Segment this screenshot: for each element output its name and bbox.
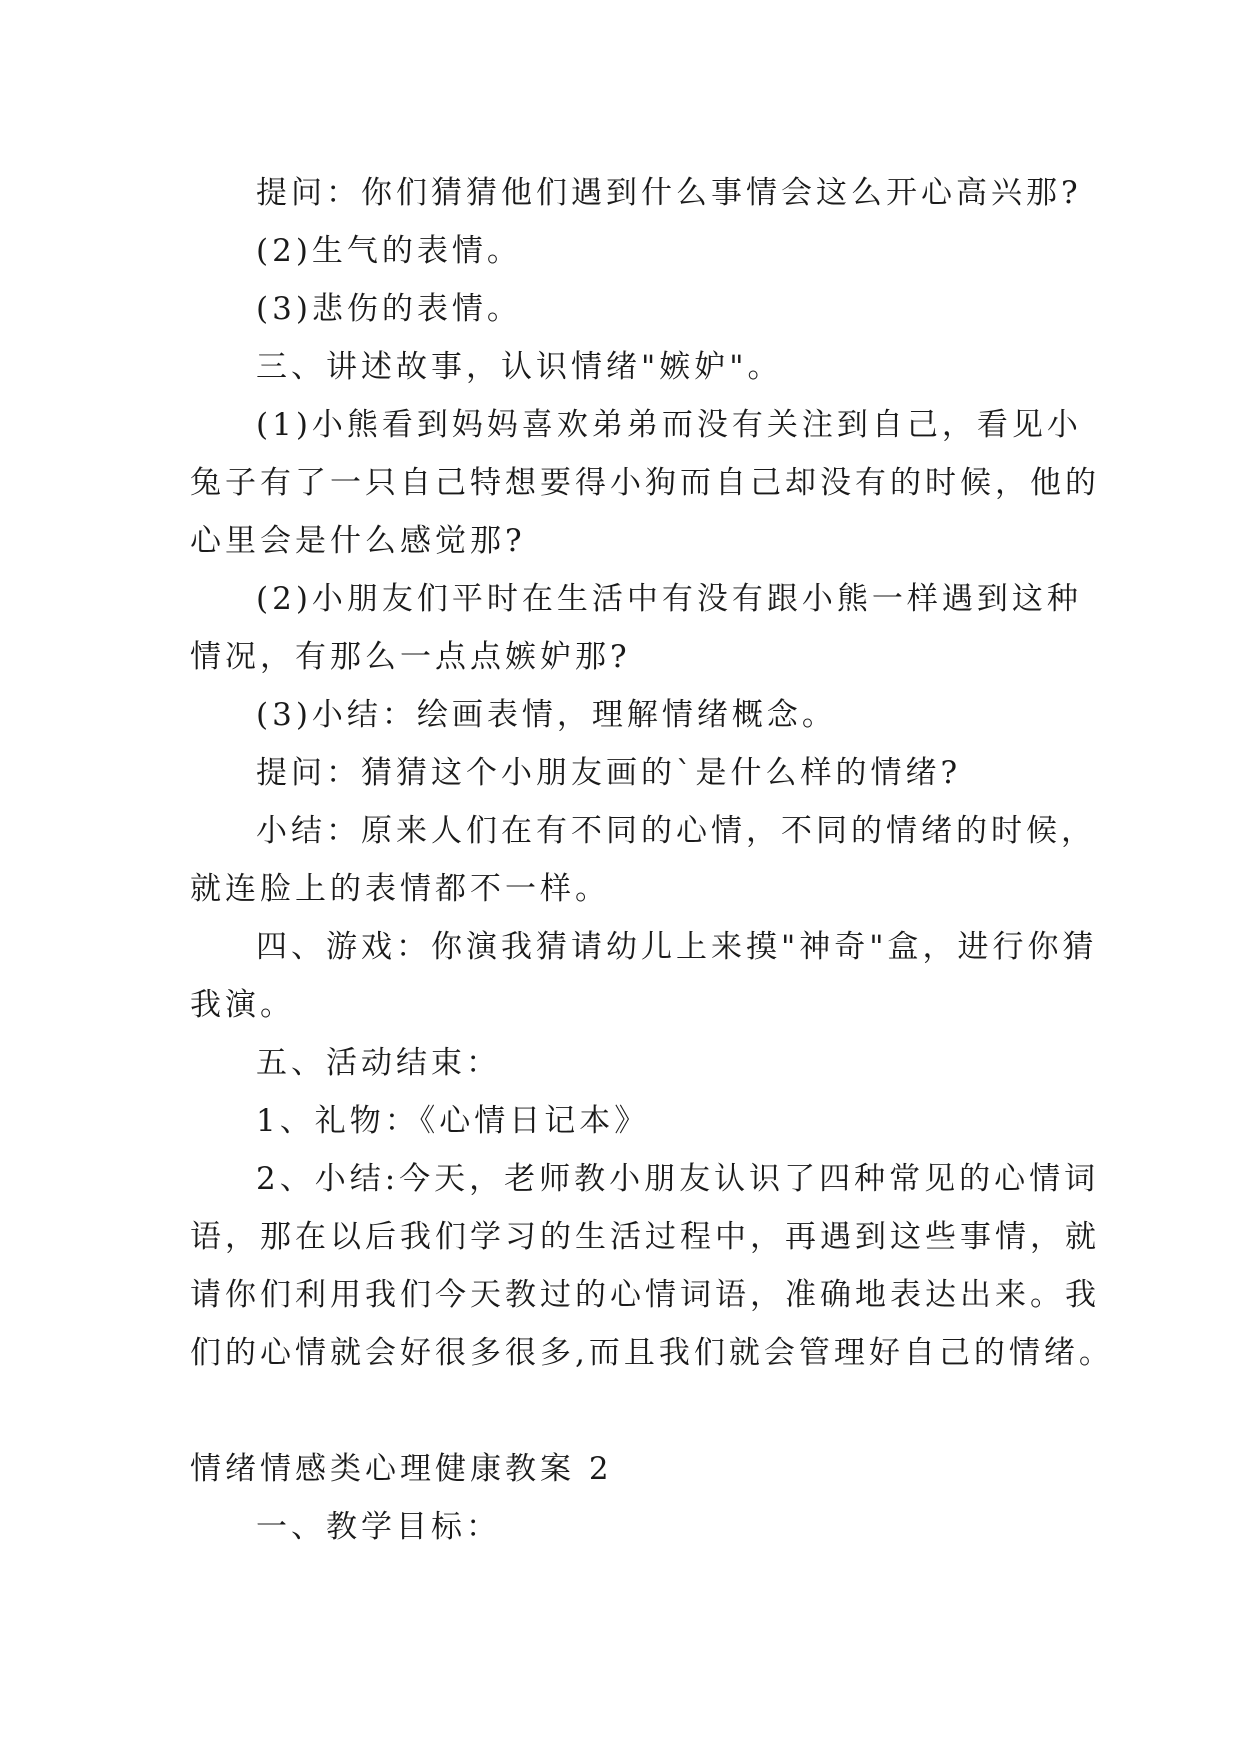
section-heading: 五、活动结束： bbox=[256, 1045, 501, 1081]
paragraph-line: 小结：原来人们在有不同的心情，不同的情绪的时候， bbox=[256, 813, 1096, 849]
paragraph-line: 1、礼物：《心情日记本》 bbox=[256, 1103, 650, 1139]
paragraph-line: 情况，有那么一点点嫉妒那? bbox=[190, 639, 631, 675]
section-heading: 三、讲述故事，认识情绪"嫉妒"。 bbox=[256, 349, 783, 385]
paragraph-line: (2)小朋友们平时在生活中有没有跟小熊一样遇到这种 bbox=[256, 581, 1082, 617]
paragraph-line: (2)生气的表情。 bbox=[256, 233, 522, 269]
paragraph-line: 2、小结:今天，老师教小朋友认识了四种常见的心情词 bbox=[256, 1161, 1100, 1197]
paragraph-line: 就连脸上的表情都不一样。 bbox=[190, 871, 610, 907]
document-body bbox=[190, 164, 1114, 1556]
paragraph-line: 兔子有了一只自己特想要得小狗而自己却没有的时候，他的 bbox=[190, 465, 1100, 501]
paragraph-line: 请你们利用我们今天教过的心情词语，准确地表达出来。我 bbox=[190, 1277, 1100, 1313]
paragraph-line: (3)悲伤的表情。 bbox=[256, 291, 522, 327]
paragraph-line: 提问：你们猜猜他们遇到什么事情会这么开心高兴那? bbox=[256, 175, 1082, 211]
paragraph-line: 心里会是什么感觉那? bbox=[190, 523, 526, 559]
section-heading: 一、教学目标： bbox=[256, 1509, 501, 1545]
document-title: 情绪情感类心理健康教案 2 bbox=[190, 1451, 613, 1487]
paragraph-line: 们的心情就会好很多很多,而且我们就会管理好自己的情绪。 bbox=[190, 1335, 1114, 1371]
paragraph-line: (1)小熊看到妈妈喜欢弟弟而没有关注到自己，看见小 bbox=[256, 407, 1082, 443]
paragraph-line: 提问：猜猜这个小朋友画的`是什么样的情绪? bbox=[256, 755, 962, 791]
paragraph-line: 语，那在以后我们学习的生活过程中，再遇到这些事情，就 bbox=[190, 1219, 1100, 1255]
paragraph-line: 我演。 bbox=[190, 987, 295, 1023]
paragraph-line: (3)小结：绘画表情，理解情绪概念。 bbox=[256, 697, 837, 733]
section-heading: 四、游戏：你演我猜请幼儿上来摸"神奇"盒，进行你猜 bbox=[256, 929, 1098, 965]
blank-gap bbox=[190, 1382, 1050, 1440]
